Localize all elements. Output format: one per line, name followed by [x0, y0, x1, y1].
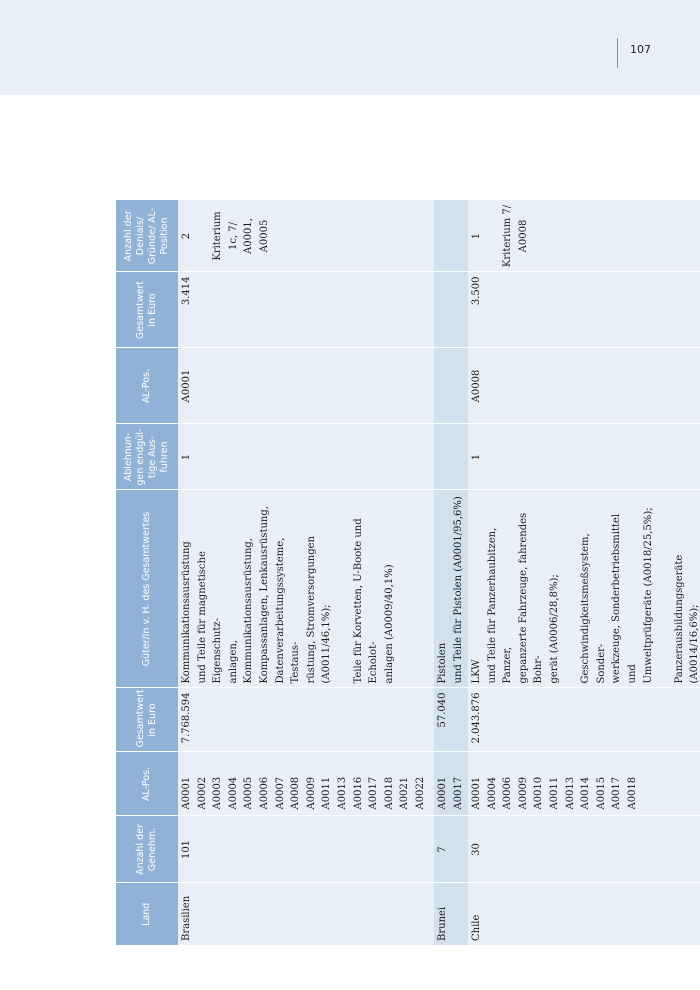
cell-spacer: [335, 495, 351, 684]
header-land: Land: [116, 883, 178, 945]
cell-anzahl: 30: [468, 816, 700, 883]
table-row-brasilien: [178, 200, 434, 945]
cell-line: A0003: [212, 776, 224, 810]
cell-spacer: [656, 495, 672, 684]
cell-line: A0007: [274, 776, 286, 810]
header-gesamtwert: Gesamtwert in Euro: [116, 688, 178, 752]
cell-line: Umweltprüfgeräte (A0018/25,5%);: [642, 507, 654, 684]
cell-line: A0001,: [243, 218, 255, 254]
cell-spacer: [195, 205, 211, 268]
cell-land: Brunei: [434, 883, 468, 945]
export-license-table: [116, 200, 700, 946]
cell-line: A0013: [564, 776, 576, 810]
cell-gueter: [178, 490, 434, 688]
header-denials: Anzahl der Denials/ Gründe/ AL-Position: [116, 200, 178, 272]
cell-line: anlagen (A0009/40,1%): [383, 564, 395, 684]
cell-line: rüstung, Stromversorgungen: [305, 536, 317, 684]
cell-denials: [434, 200, 468, 272]
cell-line: Teile für Korvetten, U-Boote und Echolot-: [352, 518, 380, 684]
cell-line: Pistolen: [437, 642, 448, 684]
cell-line: 1c, 7/: [227, 221, 239, 251]
page-number-rule: [617, 38, 618, 68]
cell-line: A0017: [611, 776, 623, 810]
table-header-row: [116, 200, 178, 945]
cell-gesamtwert-denial: [434, 272, 468, 348]
cell-line: A0001: [437, 776, 448, 810]
cell-spacer: [563, 495, 579, 684]
cell-al-pos-denial: [434, 348, 468, 424]
table-row-chile: [468, 200, 700, 945]
cell-line: Datenverarbeitungssysteme, Testaus-: [274, 537, 302, 684]
header-al-pos-denial: AL-Pos.: [116, 348, 178, 424]
cell-line: A0005: [258, 219, 270, 253]
cell-line: anlagen, Kommunikationsausrüstung,: [227, 538, 255, 684]
cell-line: 2: [181, 232, 192, 240]
cell-line: A0001: [471, 776, 482, 810]
cell-line: gerät (A0006/28,8%);: [548, 574, 560, 684]
cell-line: 1: [471, 232, 482, 240]
cell-al-pos: [468, 752, 700, 816]
cell-line: A0008: [517, 219, 529, 253]
cell-line: A0018: [626, 776, 638, 810]
cell-gesamtwert-denial: 3.500: [468, 272, 700, 348]
cell-line: A0011: [548, 776, 560, 810]
cell-line: A0004: [227, 776, 239, 810]
header-band: [0, 0, 700, 95]
cell-line: A0013: [336, 776, 348, 810]
cell-line: (A0011/46,1%);: [321, 604, 333, 684]
header-anzahl-genehm: Anzahl der Genehm.: [116, 816, 178, 883]
cell-line: Kompassanlagen, Lenkausrüstung,: [258, 506, 270, 684]
cell-line: A0021: [399, 776, 411, 810]
cell-al-pos-denial: A0001: [178, 348, 434, 424]
cell-line: A0015: [595, 776, 607, 810]
cell-line: A0006: [502, 776, 514, 810]
cell-al-pos: [178, 752, 434, 816]
cell-line: A0010: [533, 776, 545, 810]
cell-gueter: [468, 490, 700, 688]
cell-anzahl: 7: [434, 816, 468, 883]
cell-gueter: [434, 490, 468, 688]
page-number: 107: [630, 43, 651, 56]
cell-line: A0004: [486, 776, 498, 810]
cell-line: A0002: [196, 776, 208, 810]
cell-ablehnungen: 1: [468, 424, 700, 490]
cell-line: A0009: [517, 776, 529, 810]
header-gueter: Güter/in v. H. des Gesamtwertes: [116, 490, 178, 688]
table-row-brunei: [434, 200, 468, 945]
header-ablehnungen: Ablehnun-gen endgül-tige Aus-fuhren: [116, 424, 178, 490]
cell-al-pos-denial: A0008: [468, 348, 700, 424]
rotated-table-container: [116, 200, 700, 945]
cell-line: A0017: [368, 776, 380, 810]
cell-line: A0008: [290, 776, 302, 810]
cell-line: Geschwindigkeitsmeßsystem, Sonder-: [580, 533, 607, 684]
cell-line: A0011: [321, 776, 333, 810]
cell-line: und Teile für magnetische Eigenschutz-: [196, 551, 224, 684]
cell-line: A0022: [414, 776, 426, 810]
cell-gesamtwert: 2.043.876: [468, 688, 700, 752]
cell-line: LKW: [471, 659, 482, 684]
cell-line: werkzeuge, Sonderbetriebsmittel und: [611, 513, 638, 684]
cell-gesamtwert: 57.040: [434, 688, 468, 752]
cell-line: A0017: [452, 776, 464, 810]
header-al-pos: AL-Pos.: [116, 752, 178, 816]
cell-line: A0009: [305, 776, 317, 810]
cell-line: A0018: [383, 776, 395, 810]
cell-line: A0016: [352, 776, 364, 810]
cell-line: Kommunikationsausrüstung: [181, 541, 192, 684]
cell-line: A0001: [181, 776, 192, 810]
cell-ablehnungen: [434, 424, 468, 490]
cell-line: A0006: [258, 776, 270, 810]
cell-line: gepanzerte Fahrzeuge, fahrendes Bohr-: [517, 512, 545, 684]
cell-denials: [178, 200, 434, 272]
cell-land: Chile: [468, 883, 700, 945]
cell-denials: [468, 200, 700, 272]
cell-line: A0014: [580, 776, 592, 810]
cell-ablehnungen: 1: [178, 424, 434, 490]
cell-line: und Teile für Panzerhaubitzen, Panzer,: [486, 527, 514, 684]
cell-line: Kriterium: [212, 211, 224, 261]
cell-al-pos: [434, 752, 468, 816]
cell-spacer: [485, 205, 501, 268]
cell-land: Brasilien: [178, 883, 434, 945]
cell-gesamtwert-denial: 3.414: [178, 272, 434, 348]
cell-line: A0005: [243, 776, 255, 810]
cell-line: und Teile für Pistolen (A0001/95,6%): [452, 496, 464, 684]
cell-line: Kriterium 7/: [502, 204, 514, 268]
header-gesamtwert-denial: Gesamtwert in Euro: [116, 272, 178, 348]
cell-line: Panzerausbildungsgeräte (A0014/16,6%);: [673, 554, 700, 684]
cell-gesamtwert: 7.768.594: [178, 688, 434, 752]
cell-anzahl: 101: [178, 816, 434, 883]
